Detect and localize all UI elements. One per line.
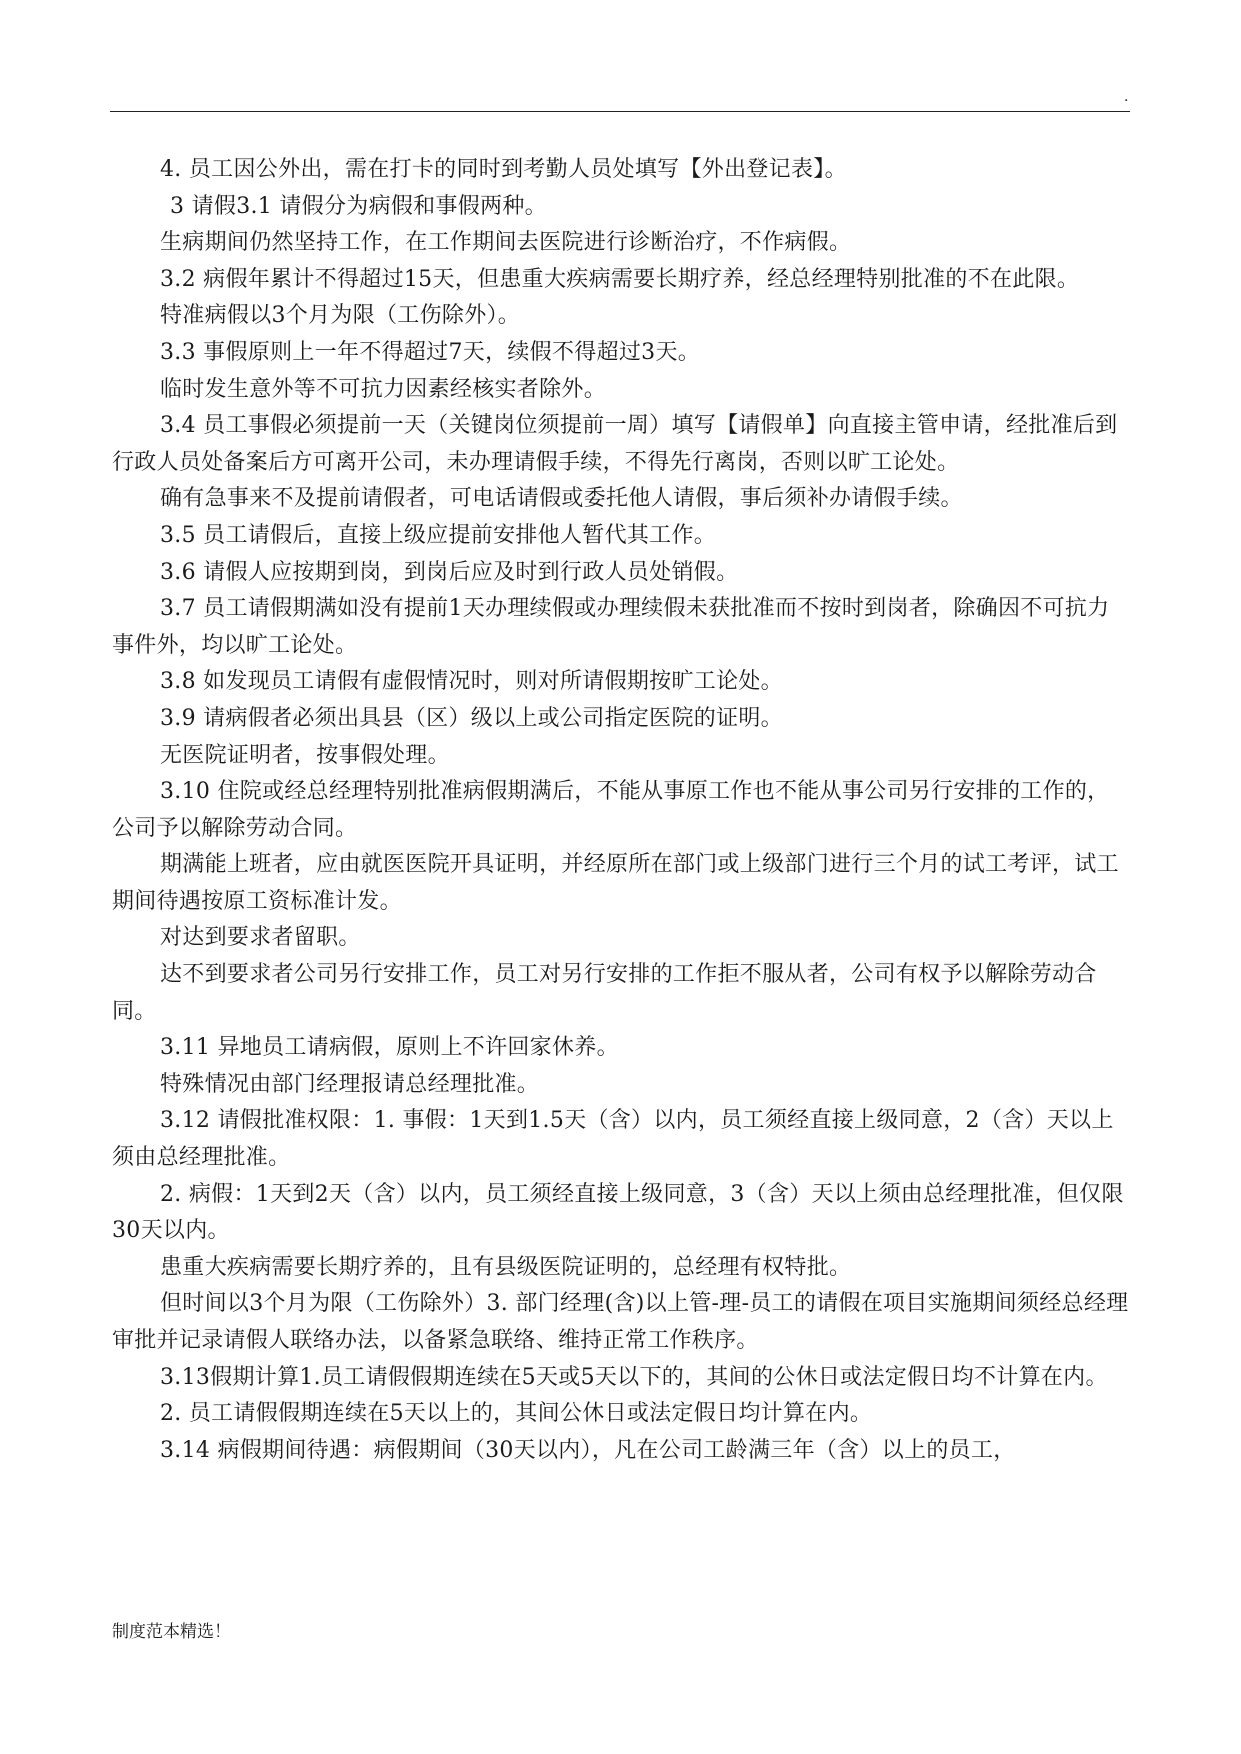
paragraph: 2. 员工请假假期连续在5天以上的，其间公休日或法定假日均计算在内。 [160, 1401, 873, 1427]
paragraph: 2. 病假：1天到2天（含）以内，员工须经直接上级同意，3（含）天以上须由总经理批准，但仅限30天以内。 [112, 1181, 1124, 1244]
paragraph: 3.14 病假期间待遇：病假期间（30天以内），凡在公司工龄满三年（含）以上的员工， [160, 1437, 1016, 1463]
paragraph: 期满能上班者，应由就医医院开具证明，并经原所在部门或上级部门进行三个月的试工考评，试工期间待遇按原工资标准计发。 [112, 852, 1119, 914]
paragraph: 临时发生意外等不可抗力因素经核实者除外。 [160, 376, 607, 402]
paragraph: 患重大疾病需要长期疗养的，且有县级医院证明的，总经理有权特批。 [160, 1254, 852, 1280]
header-mark: . [1124, 89, 1129, 105]
paragraph: 无医院证明者，按事假处理。 [160, 742, 450, 768]
paragraph: 3.7 员工请假期满如没有提前1天办理续假或办理续假未获批准而不按时到岗者，除确因不可抗力事件外，均以旷工论处。 [112, 596, 1110, 658]
page-footer: 制度范本精选！ [112, 1622, 231, 1642]
paragraph: 3.12 请假批准权限：1. 事假：1天到1.5天（含）以内，员工须经直接上级同意，2（含）天以上须由总经理批准。 [112, 1108, 1114, 1171]
paragraph: 3.6 请假人应按期到岗，到岗后应及时到行政人员处销假。 [160, 559, 739, 585]
paragraph: 3.13假期计算1.员工请假假期连续在5天或5天以下的，其间的公休日或法定假日均不计算在内。 [160, 1364, 1108, 1390]
header-rule [110, 111, 1130, 112]
paragraph: 3.3 事假原则上一年不得超过7天，续假不得超过3天。 [160, 339, 701, 365]
paragraph: 3.8 如发现员工请假有虚假情况时，则对所请假期按旷工论处。 [160, 669, 783, 695]
paragraph: 3.9 请病假者必须出具县（区）级以上或公司指定医院的证明。 [160, 705, 783, 731]
paragraph: 特准病假以3个月为限（工伤除外）。 [160, 303, 521, 329]
paragraph: 3.4 员工事假必须提前一天（关键岗位须提前一周）填写【请假单】向直接主管申请，经批准后到行政人员处备案后方可离开公司，未办理请假手续，不得先行离岗，否则以旷工论处。 [112, 413, 1118, 475]
paragraph: 对达到要求者留职。 [160, 925, 361, 951]
document-body [112, 152, 1130, 1469]
paragraph: 3.11 异地员工请病假，原则上不许回家休养。 [160, 1035, 619, 1061]
paragraph: 3.2 病假年累计不得超过15天，但患重大疾病需要长期疗养，经总经理特别批准的不在此限。 [160, 266, 1080, 292]
paragraph: 生病期间仍然坚持工作，在工作期间去医院进行诊断治疗，不作病假。 [160, 230, 852, 256]
paragraph: 特殊情况由部门经理报请总经理批准。 [160, 1071, 540, 1097]
paragraph: 4. 员工因公外出，需在打卡的同时到考勤人员处填写【外出登记表】。 [160, 157, 847, 182]
paragraph: 达不到要求者公司另行安排工作，员工对另行安排的工作拒不服从者，公司有权予以解除劳动合同。 [112, 962, 1097, 1024]
paragraph: 3.5 员工请假后，直接上级应提前安排他人暂代其工作。 [160, 522, 717, 548]
paragraph: 3 请假3.1 请假分为病假和事假两种。 [170, 193, 547, 219]
paragraph: 3.10 住院或经总经理特别批准病假期满后，不能从事原工作也不能从事公司另行安排的工作的，公司予以解除劳动合同。 [112, 779, 1110, 841]
paragraph: 确有急事来不及提前请假者，可电话请假或委托他人请假，事后须补办请假手续。 [160, 486, 963, 512]
paragraph: 但时间以3个月为限（工伤除外）3. 部门经理(含)以上管-理-员工的请假在项目实施期间须经总经理审批并记录请假人联络办法，以备紧急联络、维持正常工作秩序。 [112, 1291, 1129, 1353]
